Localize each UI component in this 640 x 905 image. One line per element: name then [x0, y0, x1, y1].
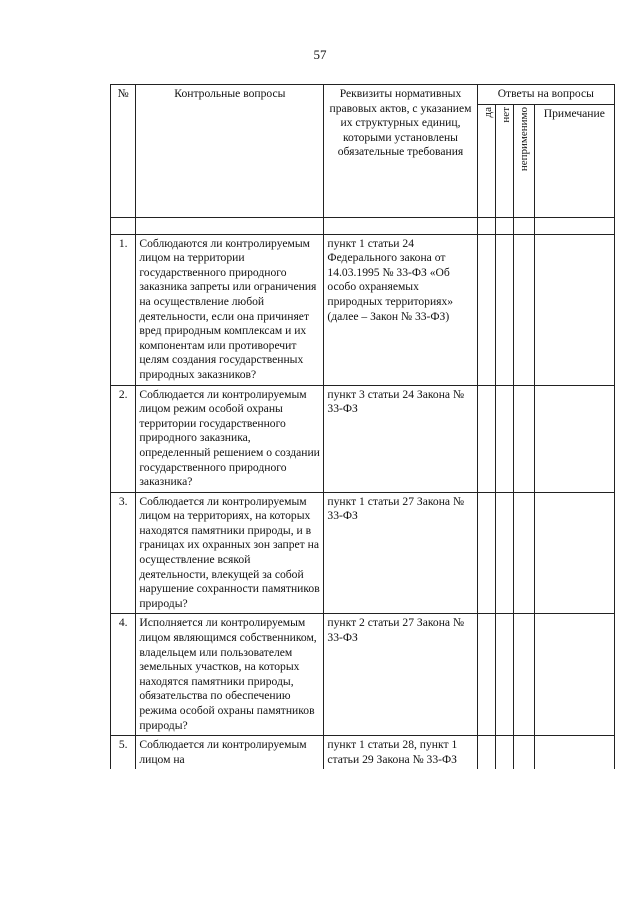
header-question: Контрольные вопросы	[136, 85, 324, 218]
header-no: нет	[495, 104, 513, 217]
row-num: 1.	[111, 234, 136, 385]
row-question: Соблюдается ли контролируемым лицом на	[136, 736, 324, 770]
table-row	[111, 234, 615, 385]
header-num: №	[111, 85, 136, 218]
row-reference: пункт 1 статьи 27 Закона № 33-ФЗ	[324, 492, 477, 614]
answer-no-cell	[495, 492, 513, 614]
row-question: Соблюдаются ли контролируемым лицом на территории государственного природного заказника запреты или ограничения на осуществление любой деятельности, если она причиняет вред природным комплексам и их компонентам или противоречит целям создания государственных природных заказников?	[136, 234, 324, 385]
row-reference: пункт 2 статьи 27 Закона № 33-ФЗ	[324, 614, 477, 736]
row-reference: пункт 3 статьи 24 Закона № 33-ФЗ	[324, 385, 477, 492]
answer-yes-cell	[477, 492, 495, 614]
answer-no-cell	[495, 234, 513, 385]
table-row	[111, 614, 615, 736]
header-reference: Реквизиты нормативных правовых актов, с указанием их структурных единиц, которыми установлены обязательные требования	[324, 85, 477, 218]
answer-yes-cell	[477, 736, 495, 770]
header-row	[111, 85, 615, 105]
note-cell	[534, 234, 614, 385]
checklist-table	[110, 84, 615, 769]
row-num: 5.	[111, 736, 136, 770]
answer-no-cell	[495, 736, 513, 770]
page-number: 57	[313, 47, 327, 62]
row-question: Соблюдается ли контролируемым лицом режим особой охраны территории государственного природного заказника, определенный решением о создании государственного природного заказника?	[136, 385, 324, 492]
note-cell	[534, 614, 614, 736]
row-num: 3.	[111, 492, 136, 614]
answer-na-cell	[513, 234, 534, 385]
header-yes: да	[477, 104, 495, 217]
row-question: Соблюдается ли контролируемым лицом на территориях, на которых находятся памятники природы, и в границах их охранных зон запрет на осуществление всякой деятельности, влекущей за собой нарушение сохранности памятников природы?	[136, 492, 324, 614]
row-question: Исполняется ли контролируемым лицом являющимся собственником, владельцем или пользователем земельных участков, на которых находятся памятники природы, обязательства по обеспечению режима особой охраны памятников природы?	[136, 614, 324, 736]
note-cell	[534, 385, 614, 492]
header-na: неприменимо	[513, 104, 534, 217]
row-reference: пункт 1 статьи 28, пункт 1 статьи 29 Закона № 33-ФЗ	[324, 736, 477, 770]
header-answers: Ответы на вопросы	[477, 85, 614, 105]
row-num: 4.	[111, 614, 136, 736]
row-reference: пункт 1 статьи 24 Федерального закона от 14.03.1995 № 33-ФЗ «Об особо охраняемых природных территориях» (далее – Закон № 33-ФЗ)	[324, 234, 477, 385]
answer-na-cell	[513, 385, 534, 492]
header-note: Примечание	[534, 104, 614, 217]
table-row	[111, 385, 615, 492]
answer-na-cell	[513, 614, 534, 736]
answer-no-cell	[495, 614, 513, 736]
answer-yes-cell	[477, 614, 495, 736]
answer-na-cell	[513, 736, 534, 770]
blank-row	[111, 217, 615, 234]
answer-na-cell	[513, 492, 534, 614]
note-cell	[534, 736, 614, 770]
table-row	[111, 736, 615, 770]
row-num: 2.	[111, 385, 136, 492]
answer-yes-cell	[477, 234, 495, 385]
answer-no-cell	[495, 385, 513, 492]
note-cell	[534, 492, 614, 614]
answer-yes-cell	[477, 385, 495, 492]
table-row	[111, 492, 615, 614]
